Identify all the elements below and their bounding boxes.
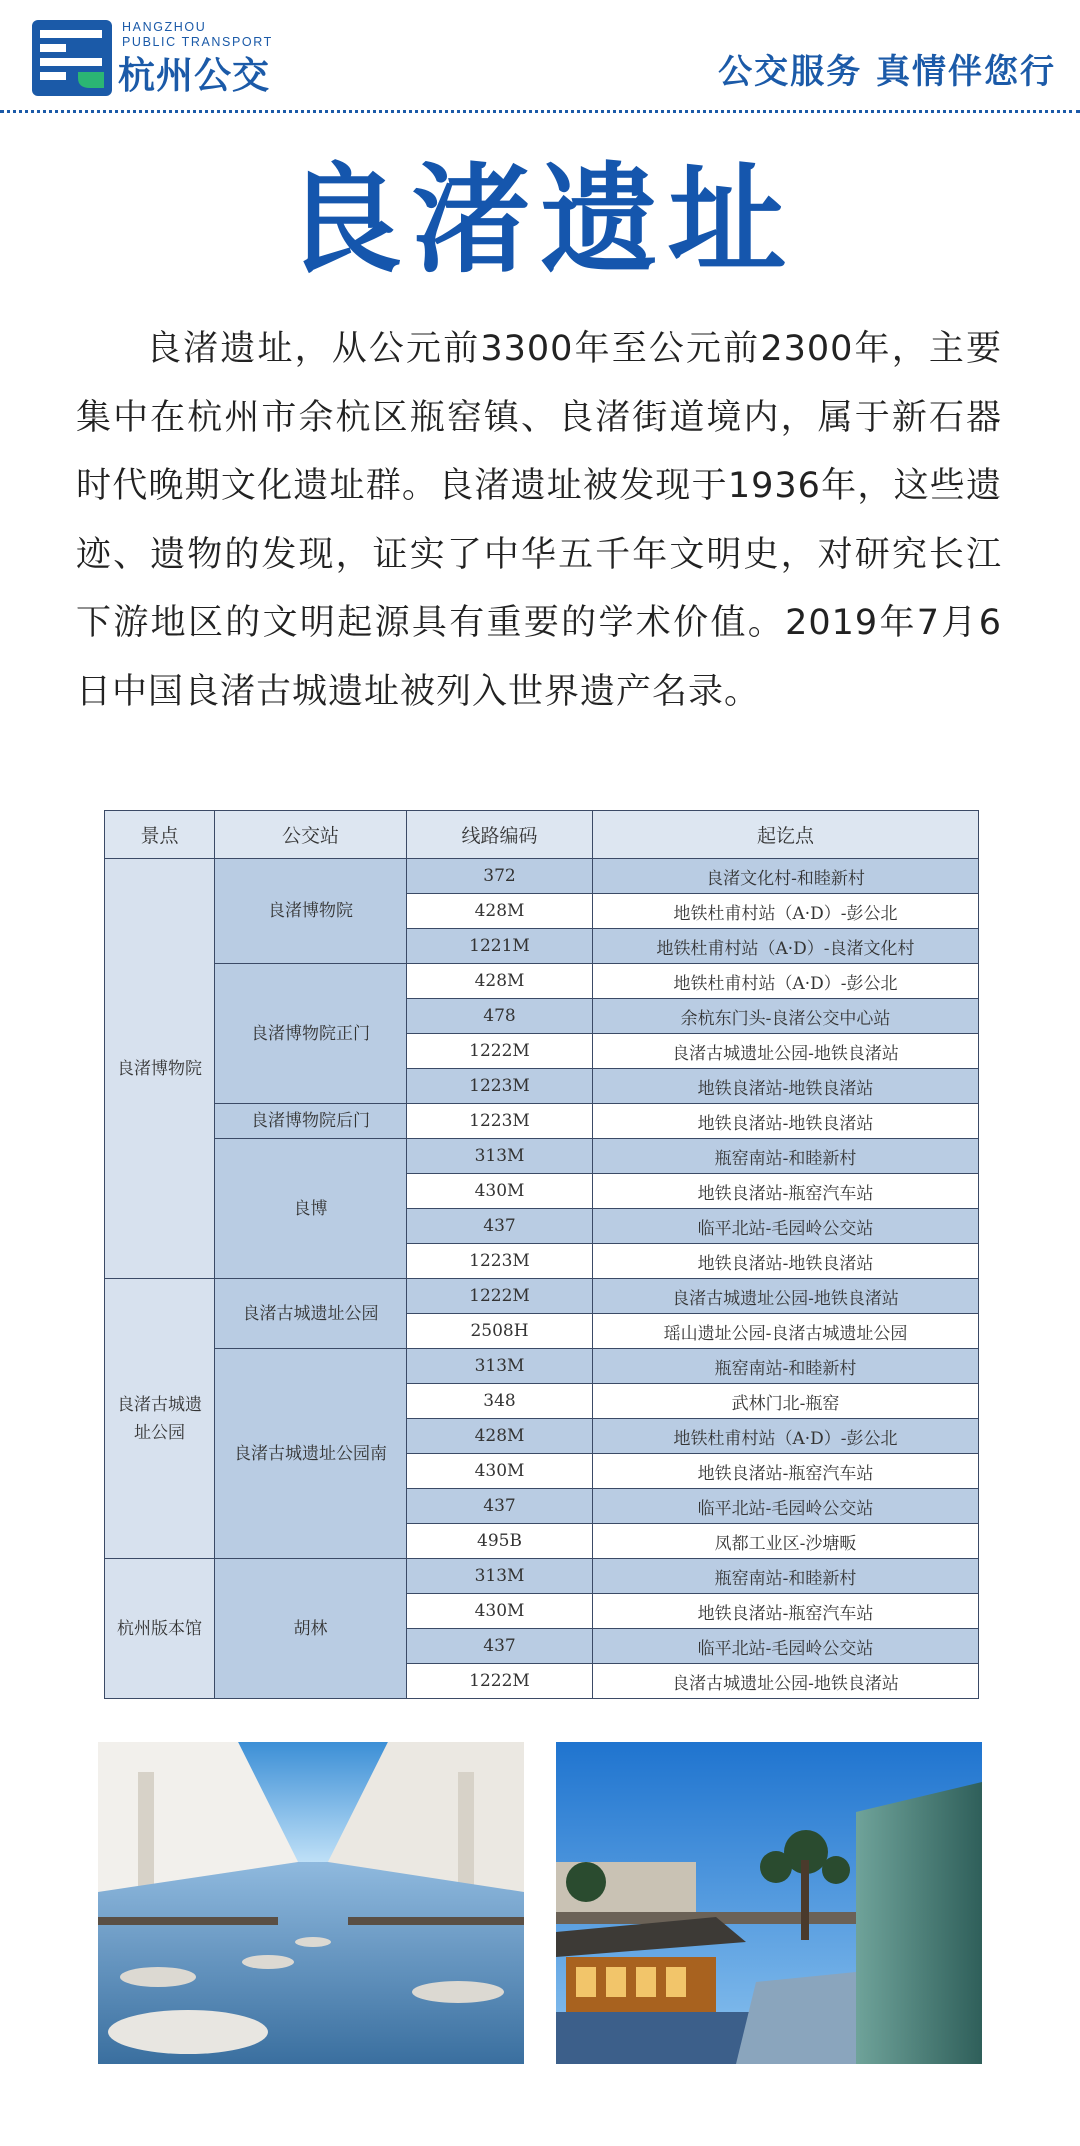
- route-code: 1223M: [407, 1104, 593, 1139]
- scenic-spot-cell: 杭州版本馆: [105, 1559, 215, 1699]
- museum-courtyard-photo: [98, 1742, 524, 2064]
- route-code: 1222M: [407, 1279, 593, 1314]
- route-code: 428M: [407, 1419, 593, 1454]
- route-terminals: 瓶窑南站-和睦新村: [593, 1139, 979, 1174]
- route-code: 313M: [407, 1349, 593, 1384]
- route-terminals: 临平北站-毛园岭公交站: [593, 1629, 979, 1664]
- route-terminals: 良渚古城遗址公园-地铁良渚站: [593, 1034, 979, 1069]
- header-route-code: 线路编码: [407, 811, 593, 859]
- route-code: 1222M: [407, 1664, 593, 1699]
- route-code: 428M: [407, 894, 593, 929]
- page-title: 良渚遗址: [283, 151, 796, 289]
- brand-english-line1: HANGZHOU: [122, 20, 207, 34]
- route-code: 478: [407, 999, 593, 1034]
- route-terminals: 地铁良渚站-瓶窑汽车站: [593, 1174, 979, 1209]
- route-code: 495B: [407, 1524, 593, 1559]
- route-terminals: 良渚古城遗址公园-地铁良渚站: [593, 1279, 979, 1314]
- bus-route-table: [104, 810, 979, 1699]
- intro-paragraph: 良渚遗址，从公元前3300年至公元前2300年，主要集中在杭州市余杭区瓶窑镇、良渚街道境内，属于新石器时代晚期文化遗址群。良渚遗址被发现于1936年，这些遗迹、遗物的发现，证实了中华五千年文明史，对研究长江下游地区的文明起源具有重要的学术价值。2019年7月6日中国良渚古城遗址被列入世界遗产名录。: [76, 329, 1002, 712]
- route-terminals: 良渚文化村-和睦新村: [593, 859, 979, 894]
- bus-stop-cell: 良渚古城遗址公园南: [215, 1349, 407, 1559]
- route-code: 348: [407, 1384, 593, 1419]
- route-code: 437: [407, 1629, 593, 1664]
- route-code: 437: [407, 1209, 593, 1244]
- route-code: 372: [407, 859, 593, 894]
- brand-chinese: 杭州公交: [118, 54, 270, 97]
- route-terminals: 临平北站-毛园岭公交站: [593, 1209, 979, 1244]
- table-row: [105, 859, 979, 894]
- route-terminals: 临平北站-毛园岭公交站: [593, 1489, 979, 1524]
- table-row: [105, 1559, 979, 1594]
- header-bus-stop: 公交站: [215, 811, 407, 859]
- museum-courtyard-illustration: [98, 1742, 524, 2064]
- pavilion-pond-illustration: [556, 1742, 982, 2064]
- route-terminals: 良渚古城遗址公园-地铁良渚站: [593, 1664, 979, 1699]
- route-code: 1221M: [407, 929, 593, 964]
- route-code: 430M: [407, 1594, 593, 1629]
- route-terminals: 地铁良渚站-地铁良渚站: [593, 1244, 979, 1279]
- route-terminals: 余杭东门头-良渚公交中心站: [593, 999, 979, 1034]
- route-terminals: 瓶窑南站-和睦新村: [593, 1349, 979, 1384]
- bus-stop-cell: 良渚博物院: [215, 859, 407, 964]
- route-code: 437: [407, 1489, 593, 1524]
- brand-english-line2: PUBLIC TRANSPORT: [122, 35, 273, 49]
- slogan: 公交服务 真情伴您行: [718, 52, 1056, 92]
- table-row: [105, 1139, 979, 1174]
- route-code: 1222M: [407, 1034, 593, 1069]
- bus-stop-cell: 良博: [215, 1139, 407, 1279]
- route-terminals: 地铁良渚站-地铁良渚站: [593, 1104, 979, 1139]
- bus-stop-cell: 良渚古城遗址公园: [215, 1279, 407, 1349]
- scenic-spot-cell: 良渚博物院: [105, 859, 215, 1279]
- table-row: [105, 964, 979, 999]
- route-code: 2508H: [407, 1314, 593, 1349]
- route-terminals: 地铁良渚站-瓶窑汽车站: [593, 1454, 979, 1489]
- bus-stop-cell: 胡林: [215, 1559, 407, 1699]
- route-code: 428M: [407, 964, 593, 999]
- page-header: [0, 0, 1080, 112]
- header-scenic-spot: 景点: [105, 811, 215, 859]
- route-code: 313M: [407, 1559, 593, 1594]
- route-terminals: 武林门北-瓶窑: [593, 1384, 979, 1419]
- pavilion-pond-photo: [556, 1742, 982, 2064]
- route-terminals: 地铁良渚站-地铁良渚站: [593, 1069, 979, 1104]
- route-code: 430M: [407, 1454, 593, 1489]
- route-code: 1223M: [407, 1244, 593, 1279]
- route-terminals: 地铁杜甫村站（A·D）-彭公北: [593, 894, 979, 929]
- header-terminals: 起讫点: [593, 811, 979, 859]
- header-divider: [0, 110, 1080, 113]
- route-code: 1223M: [407, 1069, 593, 1104]
- route-terminals: 地铁杜甫村站（A·D）-彭公北: [593, 964, 979, 999]
- route-terminals: 地铁良渚站-瓶窑汽车站: [593, 1594, 979, 1629]
- route-terminals: 瓶窑南站-和睦新村: [593, 1559, 979, 1594]
- bus-stop-cell: 良渚博物院后门: [215, 1104, 407, 1139]
- table-row: [105, 1349, 979, 1384]
- route-terminals: 凤都工业区-沙塘畈: [593, 1524, 979, 1559]
- hangzhou-bus-logo-icon: [32, 20, 112, 96]
- table-row: [105, 1279, 979, 1314]
- route-code: 313M: [407, 1139, 593, 1174]
- table-header-row: [105, 811, 979, 859]
- table-row: [105, 1104, 979, 1139]
- route-code: 430M: [407, 1174, 593, 1209]
- scenic-spot-cell: 良渚古城遗址公园: [105, 1279, 215, 1559]
- route-terminals: 地铁杜甫村站（A·D）-良渚文化村: [593, 929, 979, 964]
- route-terminals: 瑶山遗址公园-良渚古城遗址公园: [593, 1314, 979, 1349]
- brand-english: [122, 20, 273, 50]
- route-terminals: 地铁杜甫村站（A·D）-彭公北: [593, 1419, 979, 1454]
- bus-stop-cell: 良渚博物院正门: [215, 964, 407, 1104]
